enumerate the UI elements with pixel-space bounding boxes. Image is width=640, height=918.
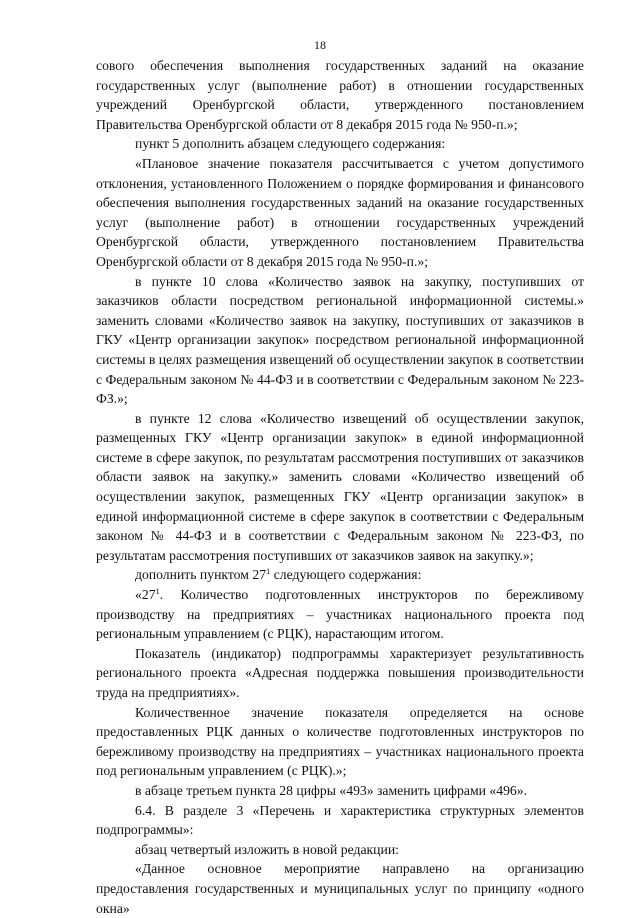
paragraph-text: дополнить пунктом 27	[135, 567, 267, 583]
paragraph: абзац четвертый изложить в новой редакции:	[135, 841, 399, 857]
page-number: 18	[314, 38, 326, 52]
paragraph	[96, 585, 584, 644]
superscript-index: 1	[266, 566, 271, 577]
paragraph: Количественное значение показателя определяется на основе предоставленных РЦК данных о количестве подготовленных инструкторов по бережливому производству на предприятиях – участниках национального проекта под региональным управлением (с РЦК).»;	[96, 704, 584, 779]
paragraph: в пункте 10 слова «Количество заявок на закупку, поступивших от заказчиков области посредством региональной информационной системы.» заменить словами «Количество заявок на закупку, поступивших от заказчиков в ГКУ «Центр организации закупок» посредством региональной информационной системы в целях размещения извещений об осуществлении закупок в соответствии с Федеральным законом № 44-ФЗ и в соответствии с Федеральным законом № 223-ФЗ.»;	[96, 273, 584, 407]
paragraph: пункт 5 дополнить абзацем следующего содержания:	[135, 136, 446, 152]
paragraph: в абзаце третьем пункта 28 цифры «493» заменить цифрами «496».	[135, 782, 528, 798]
paragraph-text: «27	[135, 587, 156, 603]
paragraph-text: . Количество подготовленных инструкторов по бережливому производству на предприятиях – участниках национального проекта под региональным управлением (с РЦК), нарастающим итогом.	[96, 587, 584, 642]
superscript-index: 1	[155, 586, 160, 597]
paragraph	[96, 565, 584, 585]
paragraph: Показатель (индикатор) подпрограммы характеризует результативность регионального проекта «Адресная поддержка повышения производительности труда на предприятиях».	[96, 645, 584, 700]
document-body	[96, 56, 584, 918]
paragraph: в пункте 12 слова «Количество извещений об осуществлении закупок, размещенных ГКУ «Центр организации закупок» в единой информационной системе в сфере закупок, по результатам рассмотрения поступивших от заказчиков области заявок на закупку.» заменить словами «Количество извещений об осуществлении закупок, размещенных ГКУ «Центр организации закупок» в единой информационной системе в сфере закупок в соответствии с Федеральным законом № 44-ФЗ и в соответствии с Федеральным законом № 223-ФЗ, по результатам рассмотрения поступивших от заказчиков заявок на закупку.»;	[96, 410, 584, 563]
paragraph: «Плановое значение показателя рассчитывается с учетом допустимого отклонения, установленного Положением о порядке формирования и финансового обеспечения выполнения государственных заданий на оказание государственных услуг (выполнение работ) в отношении государственных учреждений Оренбургской области, утвержденного постановлением Правительства Оренбургской области от 8 декабря 2015 года № 950-п.»;	[96, 155, 584, 269]
paragraph: 6.4. В разделе 3 «Перечень и характеристика структурных элементов подпрограммы»:	[96, 802, 584, 838]
paragraph: сового обеспечения выполнения государственных заданий на оказание государственных услуг (выполнение работ) в отношении государственных учреждений Оренбургской области, утвержденного постановлением Правительства Оренбургской области от 8 декабря 2015 года № 950-п.»;	[96, 58, 584, 132]
paragraph-text: следующего содержания:	[270, 567, 422, 583]
paragraph: «Данное основное мероприятие направлено на организацию предоставления государственных и муниципальных услуг по принципу «одного окна»	[96, 861, 584, 916]
